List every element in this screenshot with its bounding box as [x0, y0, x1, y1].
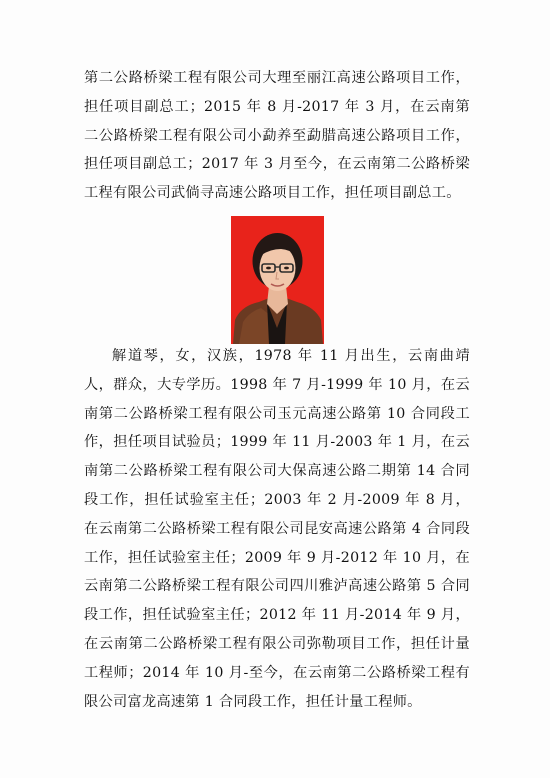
portrait-icon	[231, 216, 324, 344]
career-paragraph-previous: 第二公路桥梁工程有限公司大理至丽江高速公路项目工作，担任项目副总工；2015 年 8 月-2017 年 3 月，在云南第二公路桥梁工程有限公司小勐养至勐腊高速公路项目工作，担任项目副总工；2017 年 3 月至今，在云南第二公路桥梁工程有限公司武倘寻高速公路项目工作，担任项目副总工。	[84, 70, 470, 202]
portrait-photo	[231, 216, 324, 344]
biography-paragraph-xie-daoqin: 解道琴，女，汉族，1978 年 11 月出生，云南曲靖人，群众，大专学历。1998 年 7 月-1999 年 10 月，在云南第二公路桥梁工程有限公司玉元高速公路第 10 合同段工作，担任项目试验员；1999 年 11 月-2003 年 1 月，在云南第二公路桥梁工程有限公司大保高速公路二期第 14 合同段工作，担任试验室主任；2003 年 2 月-2009 年 8 月，在云南第二公路桥梁工程有限公司昆安高速公路第 4 合同段工作，担任试验室主任；2009 年 9 月-2012 年 10 月，在云南第二公路桥梁工程有限公司四川雅泸高速公路第 5 合同段工作，担任试验室主任；2012 年 11 月-2014 年 9 月，在云南第二公路桥梁工程有限公司弥勒项目工作，担任计量工程师；2014 年 10 月-至今，在云南第二公路桥梁工程有限公司富龙高速第 1 合同段工作，担任计量工程师。	[84, 348, 470, 710]
